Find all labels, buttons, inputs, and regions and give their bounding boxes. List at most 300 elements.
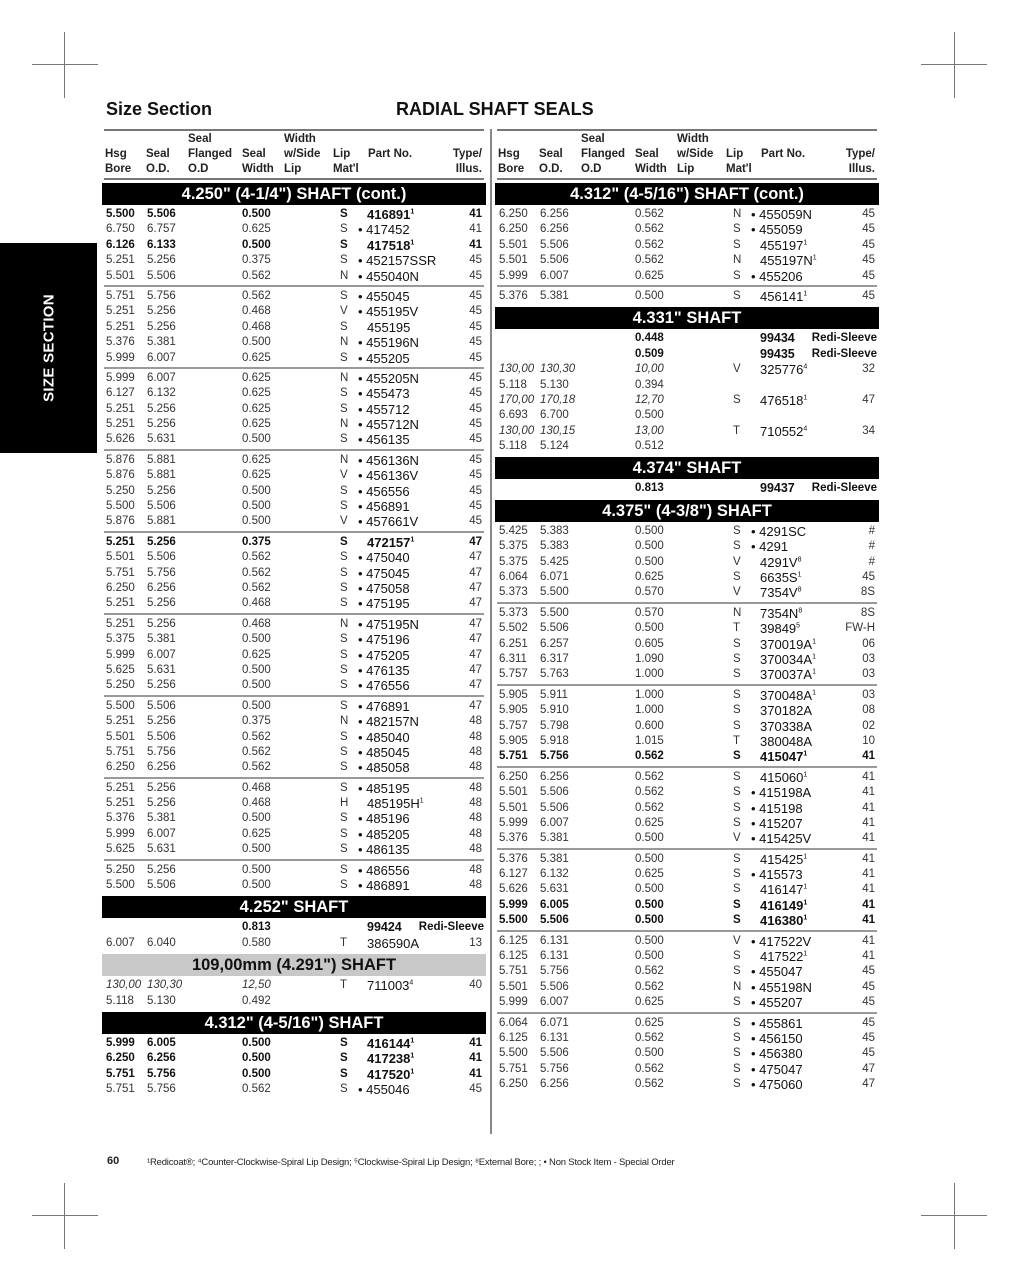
lip-material-cell: S xyxy=(340,1052,348,1065)
non-stock-bullet-icon: • xyxy=(751,1077,760,1093)
table-row xyxy=(104,781,484,796)
part-number-cell xyxy=(358,936,419,951)
part-number: 415198A xyxy=(759,785,812,801)
seal-od-cell: 5.256 xyxy=(147,402,176,415)
type-illus-cell: 06 xyxy=(862,637,875,650)
group-divider xyxy=(104,449,484,451)
type-illus-cell: 45 xyxy=(862,996,875,1009)
seal-od-cell: 5.256 xyxy=(147,715,176,728)
seal-width-cell: 0.625 xyxy=(242,827,271,840)
part-number: 370019A xyxy=(760,636,813,652)
type-illus-cell: 45 xyxy=(469,336,482,349)
type-illus-cell: 45 xyxy=(862,1016,875,1029)
part-number: 4291V xyxy=(760,554,798,570)
lip-material-cell: N xyxy=(733,254,742,267)
seal-width-cell: 0.625 xyxy=(242,351,271,364)
table-row xyxy=(497,898,877,913)
part-number-cell xyxy=(751,362,807,377)
part-number: 370182A xyxy=(760,703,813,719)
lip-material-cell: S xyxy=(340,351,348,364)
crop-mark-tr-v xyxy=(954,32,955,98)
table-row xyxy=(497,688,877,703)
type-illus-cell: 45 xyxy=(469,515,482,528)
type-illus-cell: 48 xyxy=(469,745,482,758)
seal-width-cell: 0.625 xyxy=(635,996,664,1009)
part-number-cell xyxy=(358,550,410,565)
lip-material-cell: V xyxy=(733,363,741,376)
non-stock-bullet-icon: • xyxy=(358,417,367,433)
seal-width-cell: 0.570 xyxy=(635,586,664,599)
part-number-cell xyxy=(751,719,812,734)
part-number: 456556 xyxy=(366,483,410,499)
table-row xyxy=(104,796,484,811)
part-number: 380048A xyxy=(760,733,813,749)
header-width-side-lip: Width w/Side Lip xyxy=(284,133,321,175)
part-number: 39849 xyxy=(760,621,797,637)
lip-material-cell: S xyxy=(733,1078,741,1091)
part-number: 99437 xyxy=(760,481,795,496)
group-divider xyxy=(497,285,877,287)
table-row xyxy=(497,980,877,995)
part-number-cell xyxy=(358,796,424,811)
seal-width-cell: 0.813 xyxy=(635,482,664,495)
seal-od-cell: 5.506 xyxy=(147,551,176,564)
table-row xyxy=(104,617,484,632)
lip-material-cell: S xyxy=(733,852,741,865)
seal-width-cell: 0.500 xyxy=(242,879,271,892)
part-number: 485196 xyxy=(366,811,410,827)
seal-width-cell: 0.500 xyxy=(635,409,664,422)
part-number: 415425V xyxy=(759,831,812,847)
non-stock-bullet-icon: • xyxy=(358,401,367,417)
part-number-cell xyxy=(751,289,807,304)
seal-width-cell: 0.500 xyxy=(242,663,271,676)
part-number-cell xyxy=(751,1062,803,1077)
footnote-marker: 1 xyxy=(803,853,808,861)
type-illus-cell: 47 xyxy=(469,551,482,564)
hsg-bore-cell: 6.064 xyxy=(499,571,528,584)
table-row xyxy=(497,637,877,652)
footnote-marker: 8 xyxy=(797,556,802,564)
part-number: 455197 xyxy=(760,237,804,253)
table-row xyxy=(104,289,484,304)
lip-material-cell: N xyxy=(340,336,349,349)
table-row xyxy=(104,371,484,386)
table-row xyxy=(104,402,484,417)
table-row xyxy=(104,320,484,335)
seal-width-cell: 0.625 xyxy=(635,571,664,584)
seal-width-cell: 0.500 xyxy=(635,289,664,302)
part-number-cell xyxy=(751,1016,803,1031)
part-number-cell xyxy=(751,606,802,621)
hsg-bore-cell: 5.376 xyxy=(106,336,135,349)
lip-material-cell: S xyxy=(340,500,348,513)
non-stock-bullet-icon: • xyxy=(358,632,367,648)
hsg-bore-cell: 5.375 xyxy=(106,633,135,646)
type-illus-cell: 47 xyxy=(469,648,482,661)
part-number-cell xyxy=(358,1082,410,1097)
non-stock-bullet-icon: • xyxy=(358,842,367,858)
hsg-bore-cell: 5.757 xyxy=(499,668,528,681)
part-number-cell xyxy=(358,863,410,878)
part-number: 456136N xyxy=(366,452,419,468)
part-number-cell xyxy=(358,484,410,499)
part-number-cell xyxy=(358,842,410,857)
seal-od-cell: 5.881 xyxy=(147,469,176,482)
part-number-cell xyxy=(751,964,803,979)
lip-material-cell: V xyxy=(733,934,741,947)
seal-width-cell: 1.090 xyxy=(635,652,664,665)
part-number: 455198N xyxy=(759,979,812,995)
table-row xyxy=(497,1077,877,1092)
lip-material-cell: S xyxy=(340,633,348,646)
type-illus-cell: 48 xyxy=(469,715,482,728)
table-row xyxy=(104,499,484,514)
part-number: 455205 xyxy=(366,350,410,366)
lip-material-cell: S xyxy=(340,879,348,892)
header-type-illus: Type/ Illus. xyxy=(452,148,482,175)
hsg-bore-cell: 5.500 xyxy=(499,1047,528,1060)
footnote-marker: 1 xyxy=(803,290,808,298)
type-illus-cell: 48 xyxy=(469,781,482,794)
part-number-cell xyxy=(751,816,803,831)
part-number: 370037A xyxy=(760,667,813,683)
seal-width-cell: 0.562 xyxy=(242,1083,271,1096)
seal-width-cell: 0.500 xyxy=(242,699,271,712)
lip-material-cell: T xyxy=(340,979,348,992)
seal-width-cell: 0.500 xyxy=(635,883,664,896)
hsg-bore-cell: 6.250 xyxy=(499,770,528,783)
lip-material-cell: S xyxy=(340,863,348,876)
hsg-bore-cell: 6.250 xyxy=(499,223,528,236)
table-row xyxy=(497,331,877,346)
part-number-cell xyxy=(358,253,436,268)
part-number: 4291 xyxy=(759,539,789,555)
part-number-cell xyxy=(358,402,410,417)
part-number-cell xyxy=(358,617,419,632)
hsg-bore-cell: 5.905 xyxy=(499,734,528,747)
non-stock-bullet-icon: • xyxy=(751,1030,760,1046)
header-lip-matl: Lip Mat'l xyxy=(333,148,359,175)
part-number-cell xyxy=(358,678,410,693)
non-stock-bullet-icon: • xyxy=(358,565,367,581)
table-row xyxy=(497,269,877,284)
type-illus-cell: 41 xyxy=(862,750,875,763)
lip-material-cell: S xyxy=(733,1062,741,1075)
hsg-bore-cell: 5.757 xyxy=(499,719,528,732)
part-number-cell xyxy=(751,934,811,949)
seal-od-cell: 6.133 xyxy=(147,238,176,251)
lip-material-cell: S xyxy=(340,223,348,236)
type-illus-cell: 45 xyxy=(469,1083,482,1096)
seal-od-cell: 5.256 xyxy=(147,797,176,810)
part-number: 417522V xyxy=(759,933,812,949)
seal-od-cell: 5.756 xyxy=(147,289,176,302)
footnote-marker: 1 xyxy=(410,1037,415,1045)
part-number-cell xyxy=(751,785,811,800)
seal-width-cell: 0.500 xyxy=(242,433,271,446)
part-number: 475047 xyxy=(759,1061,803,1077)
hsg-bore-cell: 5.425 xyxy=(499,524,528,537)
hsg-bore-cell: 5.999 xyxy=(106,1036,135,1049)
seal-width-cell: 0.562 xyxy=(635,208,664,220)
header-hsg-bore: Hsg Bore xyxy=(498,148,525,175)
non-stock-bullet-icon: • xyxy=(358,550,367,566)
part-number: 99424 xyxy=(367,920,402,935)
type-illus-cell: 48 xyxy=(469,730,482,743)
table-row xyxy=(497,606,877,621)
seal-od-cell: 6.256 xyxy=(540,208,569,220)
table-row xyxy=(497,913,877,928)
hsg-bore-cell: 5.500 xyxy=(106,500,135,513)
type-illus-cell: 41 xyxy=(469,223,482,236)
seal-width-cell: 0.625 xyxy=(242,648,271,661)
table-header xyxy=(104,129,484,180)
seal-width-cell: 0.562 xyxy=(635,980,664,993)
type-illus-cell: 45 xyxy=(862,980,875,993)
type-illus-cell: 45 xyxy=(469,402,482,415)
hsg-bore-cell: 5.118 xyxy=(106,994,134,1007)
seal-width-cell: 0.468 xyxy=(242,781,271,794)
part-number: 455045 xyxy=(366,288,410,304)
seal-od-cell: 5.506 xyxy=(147,208,176,220)
table-row xyxy=(104,863,484,878)
non-stock-bullet-icon: • xyxy=(358,760,367,776)
group-divider xyxy=(104,285,484,287)
seal-width-cell: 0.500 xyxy=(242,238,271,251)
part-number: 455712 xyxy=(366,401,410,417)
seal-width-cell: 0.509 xyxy=(635,347,664,360)
part-number: 417518 xyxy=(367,237,411,253)
type-illus-cell: 47 xyxy=(469,535,482,548)
type-illus-cell: 48 xyxy=(469,843,482,856)
type-illus-cell: 47 xyxy=(469,699,482,712)
seal-od-cell: 6.256 xyxy=(540,1078,569,1091)
type-illus-cell: 45 xyxy=(469,500,482,513)
seal-od-cell: 5.881 xyxy=(147,453,176,466)
type-illus-cell: Redi-Sleeve xyxy=(418,921,484,934)
group-divider xyxy=(497,930,877,932)
seal-width-cell: 0.562 xyxy=(635,965,664,978)
table-row xyxy=(497,667,877,682)
hsg-bore-cell: 5.751 xyxy=(499,1062,528,1075)
part-number-cell xyxy=(751,269,803,284)
table-row xyxy=(104,484,484,499)
part-number: 486556 xyxy=(366,862,410,878)
table-row xyxy=(104,1082,484,1097)
part-number-cell xyxy=(358,760,410,775)
hsg-bore-cell: 5.501 xyxy=(499,254,528,267)
footnote-marker: 1 xyxy=(803,914,808,922)
non-stock-bullet-icon: • xyxy=(751,1046,760,1062)
table-row xyxy=(104,714,484,729)
lip-material-cell: S xyxy=(340,1036,348,1049)
hsg-bore-cell: 5.751 xyxy=(499,965,528,978)
non-stock-bullet-icon: • xyxy=(358,780,367,796)
seal-od-cell: 5.381 xyxy=(147,336,176,349)
non-stock-bullet-icon: • xyxy=(358,468,367,484)
part-number-cell xyxy=(751,331,795,346)
shaft-section-header: 4.252" SHAFT xyxy=(102,896,486,918)
table-row xyxy=(104,550,484,565)
part-number-cell xyxy=(358,1051,414,1066)
lip-material-cell: S xyxy=(733,269,741,282)
table-row xyxy=(497,207,877,222)
non-stock-bullet-icon: • xyxy=(358,483,367,499)
non-stock-bullet-icon: • xyxy=(358,744,367,760)
part-number-cell xyxy=(358,827,410,842)
seal-od-cell: 6.317 xyxy=(540,652,569,665)
group-divider xyxy=(497,602,877,604)
lip-material-cell: V xyxy=(340,469,348,482)
seal-od-cell: 6.132 xyxy=(147,387,176,400)
part-number: 475045 xyxy=(366,565,410,581)
seal-od-cell: 5.506 xyxy=(540,914,569,927)
lip-material-cell: S xyxy=(733,571,741,584)
seal-width-cell: 0.492 xyxy=(242,994,271,1007)
type-illus-cell: 45 xyxy=(862,289,875,302)
non-stock-bullet-icon: • xyxy=(358,826,367,842)
shaft-section-header: 109,00mm (4.291") SHAFT xyxy=(102,954,486,976)
seal-od-cell: 5.506 xyxy=(147,699,176,712)
hsg-bore-cell: 6.250 xyxy=(106,761,135,774)
part-number-cell xyxy=(751,867,803,882)
table-row xyxy=(497,524,877,539)
part-number-cell xyxy=(751,1031,803,1046)
footnote-marker: 8 xyxy=(797,587,802,595)
hsg-bore-cell: 5.876 xyxy=(106,515,135,528)
hsg-bore-cell: 5.626 xyxy=(499,883,528,896)
lip-material-cell: N xyxy=(733,606,742,619)
seal-width-cell: 0.500 xyxy=(242,633,271,646)
table-row xyxy=(497,703,877,718)
type-illus-cell: 41 xyxy=(469,1067,482,1080)
part-number: 475060 xyxy=(759,1077,803,1093)
lip-material-cell: S xyxy=(733,950,741,963)
non-stock-bullet-icon: • xyxy=(751,785,760,801)
seal-width-cell: 0.562 xyxy=(635,1062,664,1075)
table-row xyxy=(497,867,877,882)
part-number-cell xyxy=(358,468,418,483)
non-stock-bullet-icon: • xyxy=(751,539,760,555)
table-row xyxy=(497,253,877,268)
seal-od-cell: 6.131 xyxy=(540,950,569,963)
table-row xyxy=(104,730,484,745)
hsg-bore-cell: 5.251 xyxy=(106,797,135,810)
non-stock-bullet-icon: • xyxy=(358,729,367,745)
left-column xyxy=(104,129,484,1098)
hsg-bore-cell: 6.127 xyxy=(499,868,528,881)
lip-material-cell: S xyxy=(733,1031,741,1044)
hsg-bore-cell: 5.999 xyxy=(106,351,135,364)
type-illus-cell: 45 xyxy=(862,1047,875,1060)
seal-width-cell: 0.625 xyxy=(635,816,664,829)
table-row xyxy=(497,852,877,867)
hsg-bore-cell: 5.501 xyxy=(499,801,528,814)
table-row xyxy=(104,1067,484,1082)
part-number-cell xyxy=(358,304,418,319)
hsg-bore-cell: 5.251 xyxy=(106,254,135,267)
hsg-bore-cell: 5.751 xyxy=(106,289,135,302)
type-illus-cell: # xyxy=(868,540,875,553)
part-number-cell xyxy=(751,667,816,682)
header-seal-width: Seal Width xyxy=(242,148,274,175)
seal-width-cell: 0.500 xyxy=(635,934,664,947)
part-number-cell xyxy=(358,745,410,760)
footnote-marker: 5 xyxy=(796,622,801,630)
shaft-section-header: 4.331" SHAFT xyxy=(495,307,879,329)
header-type-illus: Type/ Illus. xyxy=(845,148,875,175)
part-number-cell xyxy=(751,253,817,268)
crop-mark-bl-h xyxy=(32,1215,98,1216)
type-illus-cell: 45 xyxy=(469,469,482,482)
type-illus-cell: 41 xyxy=(862,832,875,845)
part-number-cell xyxy=(751,637,816,652)
seal-od-cell: 5.383 xyxy=(540,540,569,553)
lip-material-cell: S xyxy=(340,679,348,692)
seal-od-cell: 5.756 xyxy=(147,1083,176,1096)
table-row xyxy=(497,964,877,979)
part-number: 456135 xyxy=(366,432,410,448)
table-row xyxy=(104,678,484,693)
table-row xyxy=(104,535,484,550)
seal-od-cell: 5.381 xyxy=(540,852,569,865)
header-lip-matl: Lip Mat'l xyxy=(726,148,752,175)
part-number-cell xyxy=(751,703,812,718)
part-number: 417522 xyxy=(760,949,804,965)
type-illus-cell: 47 xyxy=(469,663,482,676)
table-row xyxy=(104,1051,484,1066)
hsg-bore-cell: 5.501 xyxy=(106,730,135,743)
table-row xyxy=(104,978,484,993)
lip-material-cell: N xyxy=(340,715,349,728)
lip-material-cell: S xyxy=(340,238,348,251)
type-illus-cell: 45 xyxy=(469,269,482,282)
seal-width-cell: 0.500 xyxy=(635,1047,664,1060)
seal-od-cell: 5.506 xyxy=(540,238,569,251)
part-number-cell xyxy=(358,714,419,729)
hsg-bore-cell: 5.905 xyxy=(499,704,528,717)
part-number-cell xyxy=(751,852,807,867)
seal-width-cell: 0.605 xyxy=(635,637,664,650)
lip-material-cell: S xyxy=(340,827,348,840)
crop-mark-tl-v xyxy=(64,32,65,98)
non-stock-bullet-icon: • xyxy=(358,678,367,694)
footnote-marker: 8 xyxy=(798,607,803,615)
part-number: 416144 xyxy=(367,1035,411,1051)
seal-od-cell: 5.910 xyxy=(540,704,569,717)
seal-width-cell: 0.375 xyxy=(242,715,271,728)
seal-od-cell: 5.631 xyxy=(540,883,569,896)
type-illus-cell: 41 xyxy=(862,786,875,799)
table-row xyxy=(104,596,484,611)
part-number: 417238 xyxy=(367,1051,411,1067)
seal-od-cell: 5.506 xyxy=(540,1047,569,1060)
hsg-bore-cell: 5.251 xyxy=(106,320,135,333)
hsg-bore-cell: 5.999 xyxy=(106,371,135,384)
type-illus-cell: 41 xyxy=(862,914,875,927)
seal-od-cell: 6.256 xyxy=(147,581,176,594)
type-illus-cell: 03 xyxy=(862,668,875,681)
part-number: 456150 xyxy=(759,1030,803,1046)
seal-width-cell: 1.000 xyxy=(635,688,664,701)
hsg-bore-cell: 5.376 xyxy=(499,289,528,302)
part-number: 457661V xyxy=(366,514,419,530)
table-row xyxy=(497,882,877,897)
shaft-section-header: 4.375" (4-3/8") SHAFT xyxy=(495,500,879,522)
table-row xyxy=(497,539,877,554)
seal-od-cell: 5.425 xyxy=(540,555,569,568)
